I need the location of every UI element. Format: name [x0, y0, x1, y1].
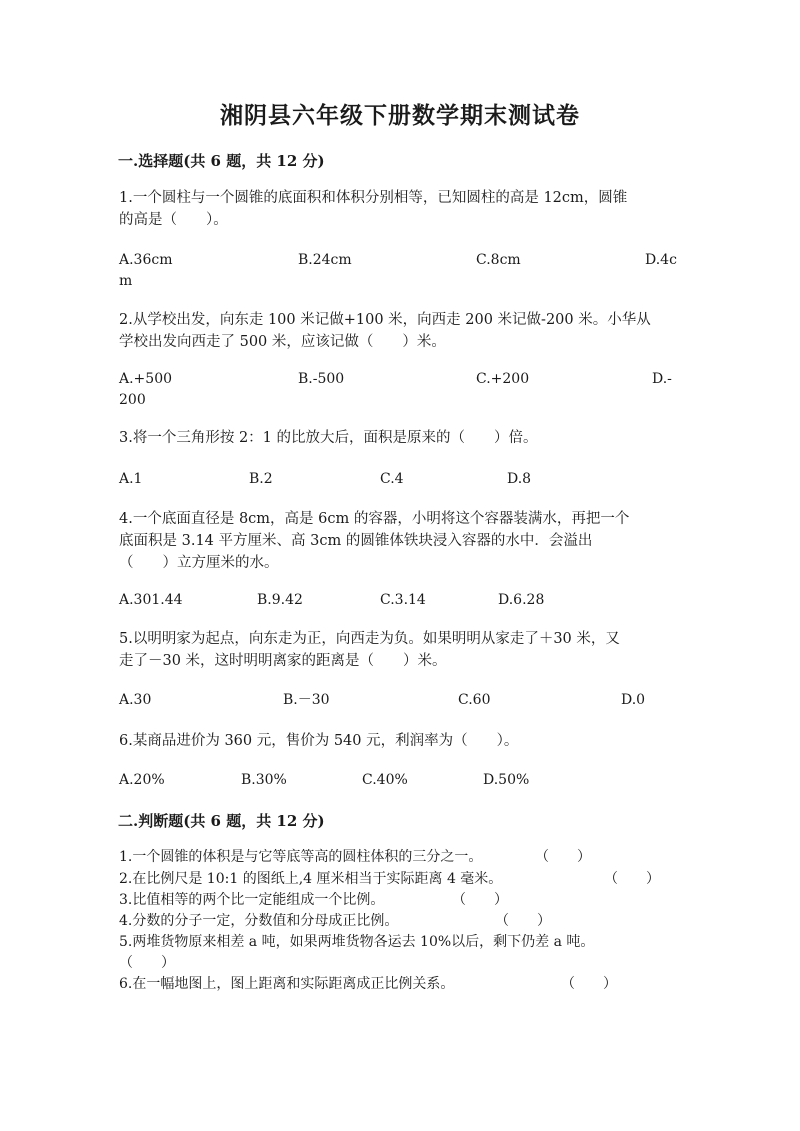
question-4 [119, 508, 684, 574]
judge-item-1-answer-blank: （ ） [535, 849, 591, 865]
question-5 [119, 628, 684, 672]
question-2-option-d: D.- [652, 371, 672, 387]
question-3-option-b: B.2 [249, 471, 273, 487]
question-6-option-b: B.30% [241, 772, 287, 788]
question-3-option-c: C.4 [380, 471, 404, 487]
question-5-option-a: A.30 [119, 692, 152, 708]
question-2 [119, 309, 684, 353]
judge-item-4-text: 4.分数的分子一定，分数值和分母成正比例。 [119, 913, 399, 929]
section-heading-judge: 二.判断题(共 6 题，共 12 分) [118, 812, 325, 830]
question-1-option-c: C.8cm [476, 252, 521, 268]
question-4-line-2: 底面积是 3.14 平方厘米、高 3cm 的圆锥体铁块浸入容器的水中．会溢出 [119, 533, 593, 549]
judge-item-3-text: 3.比值相等的两个比一定能组成一个比例。 [119, 892, 385, 908]
judge-item-6-answer-blank: （ ） [561, 976, 617, 992]
question-4-line-3: （ ）立方厘米的水。 [119, 555, 279, 571]
question-5-option-b: B.－30 [283, 692, 330, 708]
judge-item-3-answer-blank: （ ） [452, 892, 508, 908]
judge-item-4-answer-blank: （ ） [495, 913, 551, 929]
question-4-option-c: C.3.14 [380, 592, 426, 608]
page-title: 湘阴县六年级下册数学期末测试卷 [220, 102, 580, 129]
judge-item-5-text: 5.两堆货物原来相差 a 吨，如果两堆货物各运去 10%以后，剩下仍差 a 吨。 [119, 934, 595, 950]
question-3-line-1: 3.将一个三角形按 2：1 的比放大后，面积是原来的（ ）倍。 [119, 430, 538, 446]
question-1 [119, 187, 684, 231]
question-2-option-a: A.+500 [119, 371, 173, 387]
question-5-line-1: 5.以明明家为起点，向东走为正，向西走为负。如果明明从家走了＋30 米，又 [119, 631, 620, 647]
question-2-option-d-wrap: 200 [119, 392, 146, 408]
question-1-option-d: D.4c [645, 252, 677, 268]
judge-item-6-text: 6.在一幅地图上，图上距离和实际距离成正比例关系。 [119, 976, 455, 992]
question-1-option-d-wrap: m [119, 273, 133, 289]
section-heading-choice: 一.选择题(共 6 题，共 12 分) [118, 152, 325, 170]
question-1-line-2: 的高是（ ）。 [119, 212, 228, 228]
judge-item-2-text: 2.在比例尺是 10:1 的图纸上,4 厘米相当于实际距离 4 毫米。 [119, 871, 503, 887]
question-5-option-c: C.60 [458, 692, 491, 708]
question-4-option-a: A.301.44 [119, 592, 183, 608]
question-2-option-c: C.+200 [476, 371, 530, 387]
question-3-option-a: A.1 [119, 471, 143, 487]
question-3-option-d: D.8 [507, 471, 532, 487]
question-6-option-c: C.40% [362, 772, 408, 788]
question-4-line-1: 4.一个底面直径是 8cm，高是 6cm 的容器，小明将这个容器装满水，再把一个 [119, 511, 630, 527]
question-6-line-1: 6.某商品进价为 360 元，售价为 540 元，利润率为（ ）。 [119, 733, 519, 749]
judge-item-2-answer-blank: （ ） [604, 871, 660, 887]
question-2-line-2: 学校出发向西走了 500 米，应该记做（ ）米。 [119, 334, 446, 350]
question-2-line-1: 2.从学校出发，向东走 100 米记做+100 米，向西走 200 米记做-200 米。小华从 [119, 312, 651, 328]
question-6 [119, 730, 684, 752]
question-5-line-2: 走了－30 米，这时明明离家的距离是（ ）米。 [119, 653, 447, 669]
question-6-option-a: A.20% [119, 772, 165, 788]
question-6-option-d: D.50% [483, 772, 530, 788]
question-3 [119, 427, 684, 449]
question-1-option-a: A.36cm [119, 252, 173, 268]
question-1-option-b: B.24cm [298, 252, 352, 268]
question-1-line-1: 1.一个圆柱与一个圆锥的底面积和体积分别相等，已知圆柱的高是 12cm，圆锥 [119, 190, 628, 206]
question-2-option-b: B.-500 [298, 371, 345, 387]
question-4-option-d: D.6.28 [498, 592, 545, 608]
judge-item-5-answer-blank: （ ） [119, 955, 175, 971]
judge-item-1-text: 1.一个圆锥的体积是与它等底等高的圆柱体积的三分之一。 [119, 849, 483, 865]
question-5-option-d: D.0 [621, 692, 646, 708]
question-4-option-b: B.9.42 [257, 592, 303, 608]
